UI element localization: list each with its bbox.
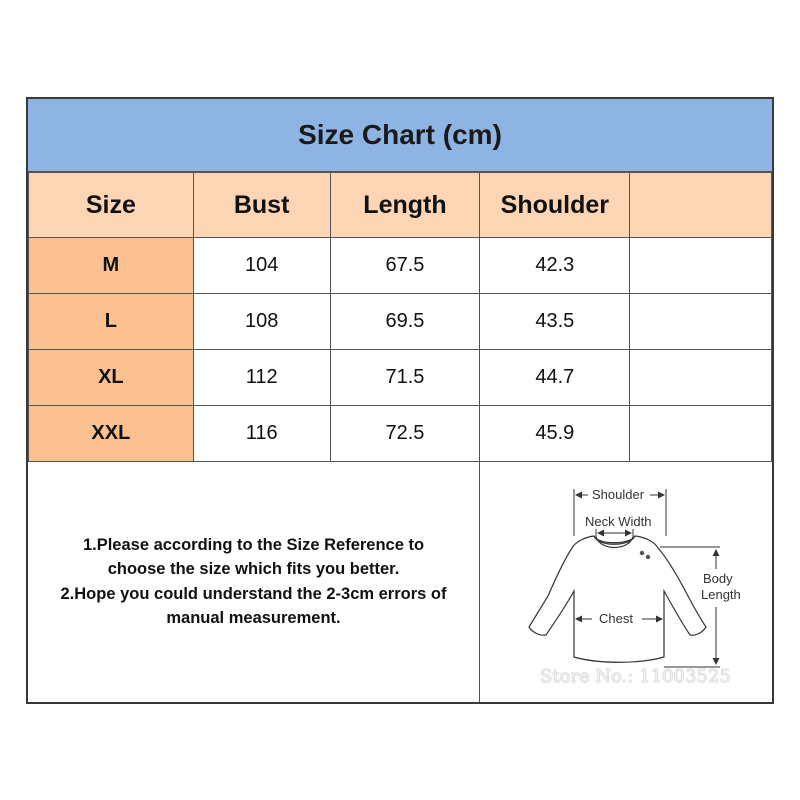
note-line: manual measurement.	[166, 609, 341, 627]
shoulder-label: Shoulder	[592, 487, 645, 502]
table-row	[29, 238, 772, 294]
bust-cell: 116	[193, 406, 330, 462]
size-cell: XL	[29, 350, 194, 406]
notes-text	[61, 533, 447, 631]
bottom-section	[28, 461, 772, 702]
header-length: Length	[330, 173, 480, 238]
bust-cell: 104	[193, 238, 330, 294]
bust-cell: 108	[193, 294, 330, 350]
chart-title: Size Chart (cm)	[298, 119, 502, 150]
body-length-label-2: Length	[701, 587, 741, 602]
size-cell: XXL	[29, 406, 194, 462]
size-chart	[26, 97, 774, 704]
shoulder-cell: 42.3	[480, 238, 630, 294]
table-row	[29, 406, 772, 462]
size-table	[28, 172, 772, 462]
title-row	[28, 99, 772, 172]
length-cell: 69.5	[330, 294, 480, 350]
empty-cell	[630, 238, 772, 294]
body-length-label-1: Body	[703, 571, 733, 586]
header-shoulder: Shoulder	[480, 173, 630, 238]
note-line: choose the size which fits you better.	[107, 560, 400, 578]
shoulder-cell: 43.5	[480, 294, 630, 350]
table-row	[29, 294, 772, 350]
empty-cell	[630, 406, 772, 462]
neck-width-label: Neck Width	[585, 514, 652, 529]
notes-panel	[28, 461, 480, 702]
note-line: 2.Hope you could understand the 2-3cm errors of	[60, 584, 447, 603]
store-watermark: Store No.: 11003525	[540, 666, 731, 687]
header-row	[29, 173, 772, 238]
shoulder-cell: 45.9	[480, 406, 630, 462]
length-cell: 71.5	[330, 350, 480, 406]
length-cell: 67.5	[330, 238, 480, 294]
empty-cell	[630, 350, 772, 406]
size-cell: M	[29, 238, 194, 294]
header-empty	[630, 173, 772, 238]
size-cell: L	[29, 294, 194, 350]
length-cell: 72.5	[330, 406, 480, 462]
header-size: Size	[29, 173, 194, 238]
note-line: 1.Please according to the Size Reference to	[82, 535, 425, 554]
sweater-icon	[529, 536, 706, 662]
chest-label: Chest	[599, 611, 633, 626]
measurement-diagram	[480, 461, 772, 702]
shoulder-cell: 44.7	[480, 350, 630, 406]
table-row	[29, 350, 772, 406]
empty-cell	[630, 294, 772, 350]
bust-cell: 112	[193, 350, 330, 406]
header-bust: Bust	[193, 173, 330, 238]
